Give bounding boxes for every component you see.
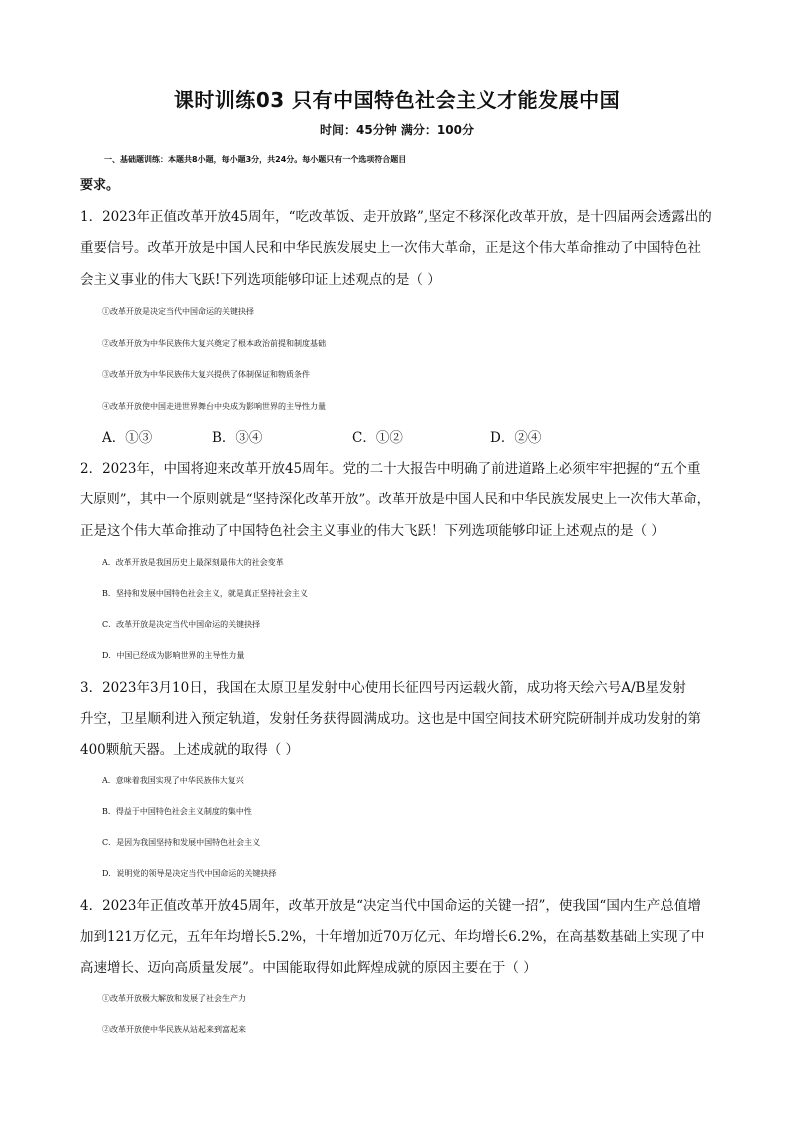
section-heading: 一、基础题训练：本题共8小题，每小题3分，共24分。每小题只有一个选项符合题目 [104, 155, 407, 164]
q2-stem-line1: 2．2023年，中国将迎来改革开放45周年。党的二十大报告中明确了前进道路上必须牢牢把握的“五个重 [80, 461, 701, 477]
q3-choice-a[interactable]: A．意味着我国实现了中华民族伟大复兴 [102, 776, 244, 785]
q1-stem-line3: 会主义事业的伟大飞跃!下列选项能够印证上述观点的是（ ） [80, 272, 441, 288]
q3-stem-line3: 400颗航天器。上述成就的取得（ ） [80, 742, 300, 758]
q1-stem-line1: 1．2023年正值改革开放45周年，“吃改革饭、走开放路”,坚定不移深化改革开放，是十四届两会透露出的 [80, 209, 712, 225]
q1-statement-1: ①改革开放是决定当代中国命运的关键抉择 [102, 307, 254, 316]
section-heading-cont: 要求。 [80, 178, 120, 193]
q1-statement-2: ②改革开放为中华民族伟大复兴奠定了根本政治前提和制度基础 [102, 339, 326, 348]
q2-stem-line2: 大原则”，其中一个原则就是“坚持深化改革开放”。改革开放是中国人民和中华民族发展史上一次伟大革命， [80, 492, 710, 507]
q3-stem-line2: 升空，卫星顺利进入预定轨道，发射任务获得圆满成功。这也是中国空间技术研究院研制并成功发射的第 [80, 711, 701, 727]
q1-choice-d[interactable]: D．②④ [490, 430, 542, 446]
q3-choice-c[interactable]: C．是因为我国坚持和发展中国特色社会主义 [102, 838, 261, 847]
q2-choice-a[interactable]: A．改革开放是我国历史上最深刻最伟大的社会变革 [102, 558, 284, 567]
q2-choice-d[interactable]: D．中国已经成为影响世界的主导性力量 [102, 651, 245, 660]
q3-choice-b[interactable]: B．得益于中国特色社会主义制度的集中性 [102, 807, 252, 816]
q1-stem-line2: 重要信号。改革开放是中国人民和中华民族发展史上一次伟大革命，正是这个伟大革命推动了中国特色社 [80, 240, 701, 256]
q3-stem-line1: 3．2023年3月10日，我国在太原卫星发射中心使用长征四号丙运载火箭，成功将天绘六号A/B星发射 [80, 680, 686, 696]
q1-choice-a[interactable]: A．①③ [102, 430, 153, 446]
q1-statement-3: ③改革开放为中华民族伟大复兴提供了体制保证和物质条件 [102, 370, 310, 379]
q1-choice-b[interactable]: B．③④ [212, 430, 263, 446]
q4-stem-line1: 4．2023年正值改革开放45周年，改革开放是“决定当代中国命运的关键一招”，使我国“国内生产总值增 [80, 898, 701, 914]
q1-choice-c[interactable]: C．①② [352, 430, 403, 446]
q2-choice-b[interactable]: B．坚持和发展中国特色社会主义，就是真正坚持社会主义 [102, 589, 308, 598]
q4-stem-line2: 加到121万亿元，五年年均增长5.2%，十年增加近70万亿元、年均增长6.2%，在高基数基础上实现了中 [80, 929, 705, 945]
q4-stem-line3: 高速增长、迈向高质量发展”。中国能取得如此辉煌成就的原因主要在于（ ） [80, 960, 537, 976]
q4-statement-2: ②改革开放使中华民族从站起来到富起来 [102, 1025, 246, 1034]
exam-meta: 时间：45分钟 满分：100分 [320, 123, 474, 137]
q1-statement-4: ④改革开放使中国走进世界舞台中央成为影响世界的主导性力量 [102, 402, 326, 411]
q4-statement-1: ①改革开放极大解放和发展了社会生产力 [102, 994, 246, 1003]
q3-choice-d[interactable]: D．说明党的领导是决定当代中国命运的关键抉择 [102, 869, 277, 878]
q2-choice-c[interactable]: C．改革开放是决定当代中国命运的关键抉择 [102, 620, 261, 629]
q2-stem-line3: 正是这个伟大革命推动了中国特色社会主义事业的伟大飞跃！下列选项能够印证上述观点的是（ ） [80, 523, 665, 539]
page-title: 课时训练03 只有中国特色社会主义才能发展中国 [173, 88, 621, 112]
